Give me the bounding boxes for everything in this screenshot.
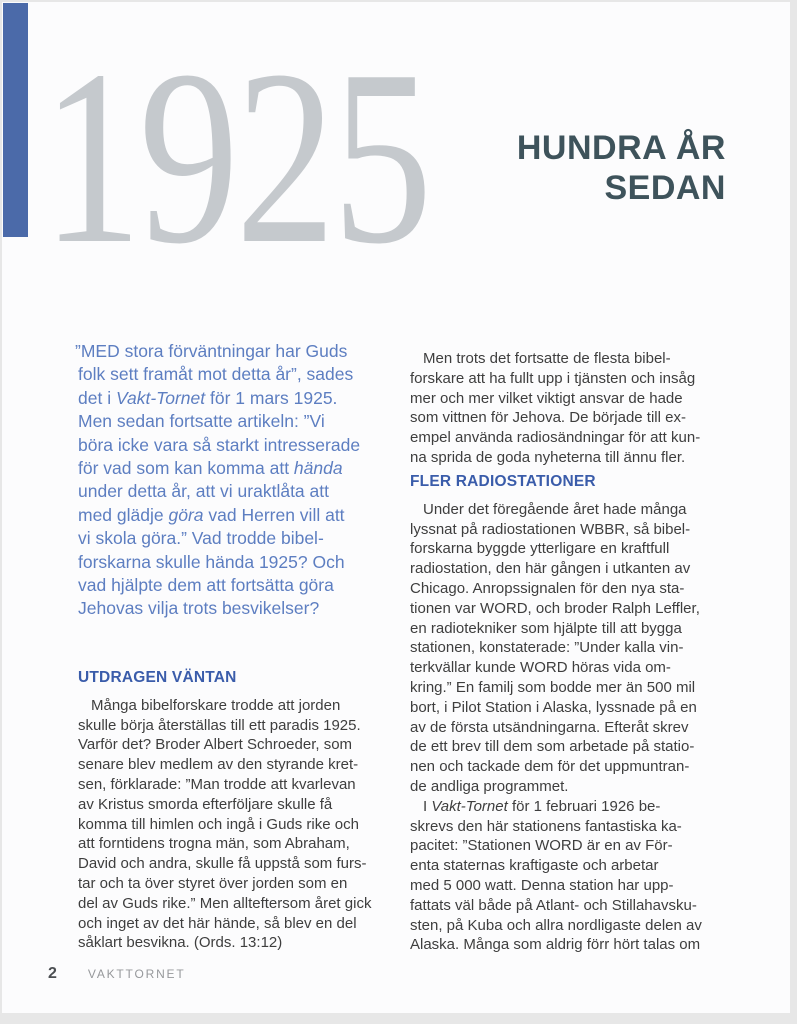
section-heading-utdragen-vantan: UTDRAGEN VÄNTAN [78, 668, 237, 686]
year-numerals: 1925 [42, 19, 430, 296]
footer-page-number: 2 [48, 965, 57, 982]
right-column [410, 340, 732, 955]
article-kicker: HUNDRA ÅR SEDAN [516, 129, 726, 207]
section-heading-fler-radiostationer: FLER RADIOSTATIONER [410, 472, 596, 490]
body-paragraph-radiostation: Under det föregående året hade många lyssnat på radiostationen WBBR, så bibel- forskarna byggde ytterligare en kraftfull radiostation, den här gången i utkanten av Chicago. Anropssignalen för den nya sta- tionen var WORD, och broder Ralph Leffler, en radiotekniker som hjälpte till att bygga stationen, konstaterade: ”Under kalla vin- terkvällar kunde WORD höras vida om- kring.” En familj som bodde mer än 500 mil bort, i Pilot Station i Alaska, lyssnade på en av de första utsändningarna. Efteråt skrev de ett brev till dem som arbetade på statio- nen och tackade dem för det uppmuntran- de andliga programmet. [410, 500, 700, 795]
body-paragraph-continued: Men trots det fortsatte de flesta bibel- forskare att ha fullt upp i tjänsten och insåg mer och mer vilket viktigt ansvar de hade som vittnen för Jehova. De började till ex- empel använda radiosändningar för att kun- na sprida de goda nyheterna till ännu fler. [410, 350, 701, 466]
left-column [75, 340, 396, 953]
year-heading [42, 19, 526, 296]
accent-bar [3, 3, 28, 237]
footer-publication-name: VAKTTORNET [87, 967, 186, 981]
magazine-page [2, 2, 790, 1013]
body-paragraph-utdragen-vantan: Många bibelforskare trodde att jorden skulle börja återställas till ett paradis 1925. Varför det? Broder Albert Schroeder, som senare blev medlem av den styrande kret- sen, förklarade: ”Man trodde att kvarlevan av Kristus smorda efterföljare skulle få komma till himlen och ingå i Guds rike och att forntidens trogna män, som Abraham, David och andra, skulle få uppstå som furs- tar och ta över styret över jorden som en del av Guds rike.” Men allteftersom året gick och inget av det här hände, så blev en del såklart besvikna. (Ords. 13:12) [78, 696, 372, 952]
body-paragraph-vakttornet-1926: I Vakt-Tornet för 1 februari 1926 be- skrevs den här stationens fantastiska ka- pacitet: ”Stationen WORD är en av För- enta staternas kraftigaste och arbetar med 5 000 watt. Denna station har upp- fattats väl både på Atlant- och Stillahavsku- sten, på Kuba och allra nordligaste delen av Alaska. Många som aldrig förr hört talas om [410, 797, 702, 954]
page-footer [48, 965, 185, 983]
intro-paragraph: ”MED stora förväntningar har Guds folk sett framåt mot detta år”, sades det i Vakt-Tornet för 1 mars 1925. Men sedan fortsatte artikeln: ”Vi böra icke vara så starkt intresserade för vad som kan komma att hända under detta år, att vi uraktlåta att med glädje göra vad Herren vill att vi skola göra.” Vad trodde bibel- forskarna skulle hända 1925? Och vad hjälpte dem att fortsätta göra Jehovas vilja trots besvikelser? [75, 341, 361, 619]
